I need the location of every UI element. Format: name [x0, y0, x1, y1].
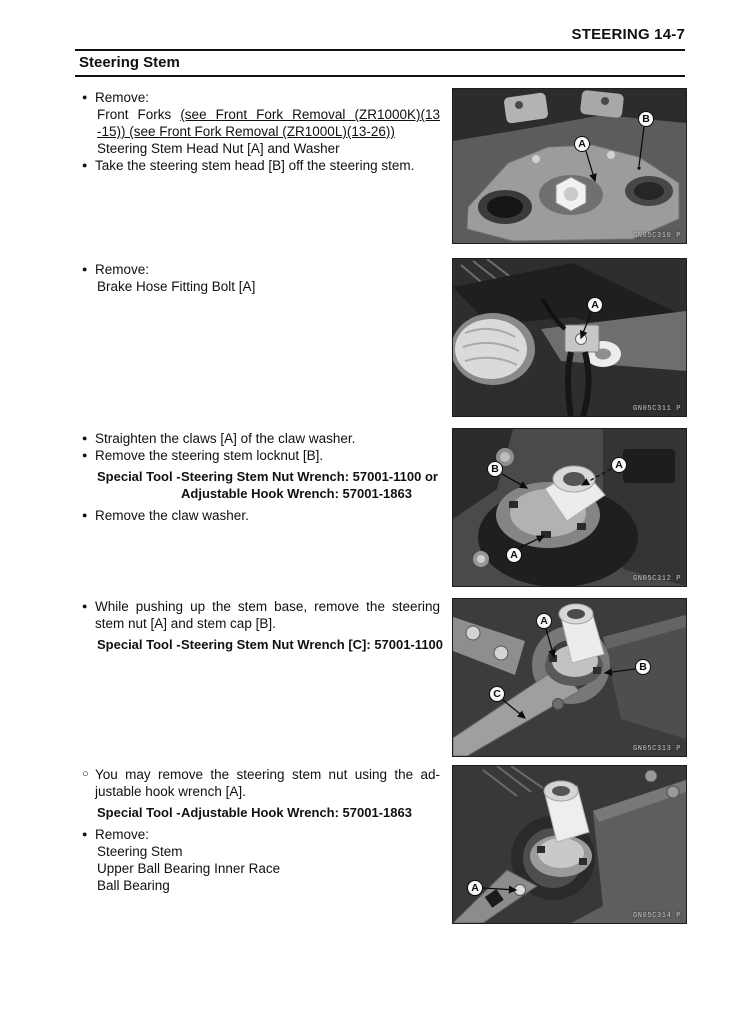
- list-item: [82, 157, 440, 174]
- special-tool-label: Special Tool -: [97, 469, 181, 484]
- callout-a: [467, 880, 483, 896]
- bullet-icon: ●: [82, 450, 88, 460]
- bullet-icon: ●: [82, 264, 88, 274]
- step-subitem: Steering Stem Head Nut [A] and Washer: [97, 141, 340, 156]
- note-item: [82, 766, 440, 800]
- special-tool-label: Special Tool -: [97, 805, 181, 820]
- callout-letter: B: [491, 463, 499, 475]
- special-tool-lines: [181, 636, 443, 653]
- callout-letter: C: [493, 688, 501, 700]
- bullet-icon: ●: [82, 510, 88, 520]
- figure-code: GN05C312 P: [632, 575, 681, 583]
- step-text-line: stem nut [A] and stem cap [B].: [95, 616, 276, 631]
- step-text: Take the steering stem head [B] off the steering stem.: [95, 158, 415, 173]
- callout-c: [489, 686, 505, 702]
- step-block-3: [82, 430, 440, 524]
- step-text: Remove:: [95, 827, 150, 842]
- special-tool-block: [82, 468, 440, 502]
- figure-steering-stem-head: [452, 88, 687, 244]
- circle-bullet-icon: ○: [82, 768, 89, 780]
- xref-front-fork-removal-zr1000k[interactable]: (see Front Fork Removal (ZR1000K)(13: [180, 107, 440, 122]
- step-text: Straighten the claws [A] of the claw washer.: [95, 431, 356, 446]
- special-tool-label: Special Tool -: [97, 637, 181, 652]
- callout-b: [635, 659, 651, 675]
- step-text: [95, 598, 440, 632]
- special-tool-lines: [181, 468, 440, 502]
- callout-letter: A: [578, 138, 586, 150]
- note-text: [95, 766, 440, 800]
- page-header: STEERING 14-7: [571, 26, 685, 43]
- callout-letter: A: [510, 549, 518, 561]
- section-title: Steering Stem: [79, 54, 180, 71]
- figure-adjustable-hook-wrench: [452, 765, 687, 924]
- step-block-5: [82, 766, 440, 894]
- section-title-rule: [75, 75, 685, 77]
- list-item: [82, 89, 440, 106]
- callout-letter: B: [642, 113, 650, 125]
- step-subitem: Upper Ball Bearing Inner Race: [97, 861, 281, 876]
- list-item: [82, 430, 440, 447]
- step-subitem: Ball Bearing: [97, 878, 170, 893]
- special-tool-lines: [181, 804, 440, 821]
- figure-photo: [453, 259, 686, 416]
- special-tool-line: Adjustable Hook Wrench: 57001-1863: [181, 805, 412, 820]
- figure-claw-washer-locknut: [452, 428, 687, 587]
- callout-letter: A: [591, 299, 599, 311]
- step-text: Remove:: [95, 262, 150, 277]
- figure-code: GN05C314 P: [632, 912, 681, 920]
- figure-code: GN05C313 P: [632, 745, 681, 753]
- step-block-4: [82, 598, 444, 658]
- step-subitem: Brake Hose Fitting Bolt [A]: [97, 279, 256, 294]
- header-rule: [75, 49, 685, 51]
- figure-photo: [453, 429, 686, 586]
- figure-photo: [453, 766, 686, 923]
- list-item: [82, 447, 440, 464]
- callout-letter: A: [615, 459, 623, 471]
- callout-a: [611, 457, 627, 473]
- note-text-line: You may remove the steering stem nut using the ad-: [95, 767, 440, 782]
- callout-b: [638, 111, 654, 127]
- callout-b: [487, 461, 503, 477]
- bullet-icon: ●: [82, 160, 88, 170]
- special-tool-line: Steering Stem Nut Wrench [C]: 57001-1100: [181, 637, 444, 652]
- list-item: [82, 598, 440, 632]
- list-item: [82, 261, 440, 278]
- step-text: Remove the steering stem locknut [B].: [95, 448, 324, 463]
- callout-letter: A: [540, 615, 548, 627]
- step-text-line: While pushing up the stem base, remove the steering: [95, 599, 440, 614]
- figure-brake-hose-fitting: [452, 258, 687, 417]
- callout-letter: A: [471, 882, 479, 894]
- figure-stem-nut-wrench: [452, 598, 687, 757]
- special-tool-block: [82, 636, 444, 653]
- note-text-line: justable hook wrench [A].: [95, 784, 246, 799]
- bullet-icon: ●: [82, 601, 88, 611]
- callout-a: [536, 613, 552, 629]
- step-subitem: [82, 106, 440, 123]
- bullet-icon: ●: [82, 92, 88, 102]
- step-block-2: [82, 261, 440, 295]
- callout-letter: B: [639, 661, 647, 673]
- figure-code: GN05C310 P: [632, 232, 681, 240]
- bullet-icon: ●: [82, 433, 88, 443]
- step-text: Remove the claw washer.: [95, 508, 249, 523]
- step-text: Front Forks: [97, 107, 181, 122]
- step-block-1: [82, 89, 440, 174]
- special-tool-block: [82, 804, 440, 821]
- list-item: [82, 826, 440, 843]
- figure-code: GN05C311 P: [632, 405, 681, 413]
- xref-front-fork-removal-zr1000l[interactable]: -15)) (see Front Fork Removal (ZR1000L)(13-26)): [97, 124, 395, 139]
- callout-a: [587, 297, 603, 313]
- bullet-icon: ●: [82, 829, 88, 839]
- step-subitem: Steering Stem: [97, 844, 183, 859]
- figure-photo: [453, 599, 686, 756]
- step-subitem: [82, 123, 440, 140]
- callout-a: [574, 136, 590, 152]
- callout-a2: [506, 547, 522, 563]
- special-tool-line: Steering Stem Nut Wrench: 57001-1100 or: [181, 469, 438, 484]
- list-item: [82, 507, 440, 524]
- step-text: Remove:: [95, 90, 150, 105]
- special-tool-line: Adjustable Hook Wrench: 57001-1863: [181, 486, 412, 501]
